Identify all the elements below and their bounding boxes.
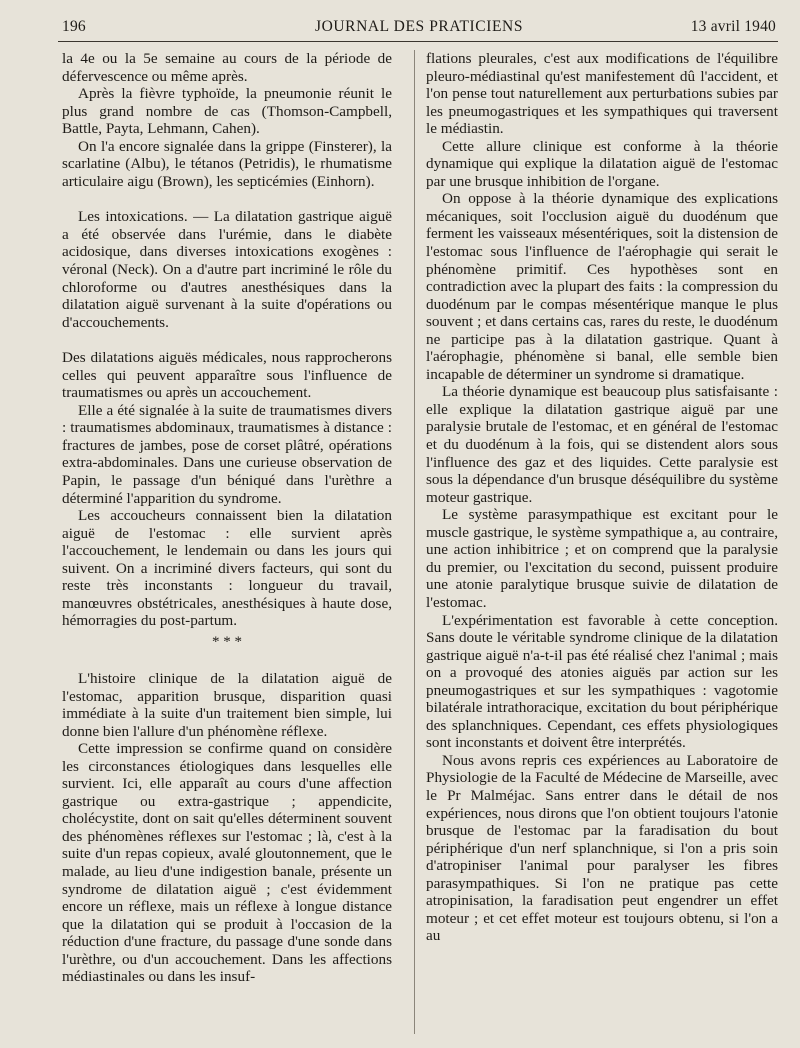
- paragraph: La théorie dynamique est beaucoup plus satisfaisante : elle explique la dilatation gastrique aiguë par une paralysie brutale de l'estomac, et en général de l'estomac et du duodénum à la fois, qui se distendent alors sous l'influence des gaz et des liquides. Cette paralysie est sous la dépendance d'un brusque déséquilibre du système moteur gastrique.: [426, 383, 778, 506]
- paragraph: L'expérimentation est favorable à cette conception. Sans doute le véritable syndrome clinique de la dilatation gastrique aiguë n'a-t-il pas été réalisé chez l'animal ; mais on a provoqué des atonies aiguës par action sur les pneumogastriques et sur les sympathiques : vagotomie bilatérale intrathoracique, excitation du bout périphérique des splanchniques. Cependant, ces effets physiologiques sont inconstants et doivent être interprétés.: [426, 611, 778, 752]
- paragraph: flations pleurales, c'est aux modifications de l'équilibre pleuro-médiastinal qu'est manifestement dû l'accident, et l'on pense tout naturellement aux perturbations subies par les pneumogastriques et les sympathiques qui traversent le médiastin.: [426, 50, 778, 138]
- paragraph: Les accoucheurs connaissent bien la dilatation aiguë de l'estomac : elle survient après l'accouchement, le lendemain ou dans les jours qui suivent. On a incriminé divers facteurs, qui sont du reste très inconstants : longueur du travail, manœuvres obstétricales, anesthésiques à haute dose, hémorragies du post-partum.: [62, 507, 392, 630]
- paragraph: L'histoire clinique de la dilatation aiguë de l'estomac, apparition brusque, disparition quasi immédiate à la suite d'un traitement bien simple, lui donne bien l'allure d'un phénomène réflexe.: [62, 669, 392, 740]
- paragraph: la 4e ou la 5e semaine au cours de la période de défervescence ou même après.: [62, 50, 392, 85]
- column-divider: [414, 50, 415, 1034]
- paragraph: Les intoxications. — La dilatation gastrique aiguë a été observée dans l'urémie, dans le diabète acidosique, dans diverses intoxications exogènes : véronal (Neck). On a d'autre part incriminé le rôle du chloroforme ou d'autres anesthésiques dans la dilatation aiguë survenant à la suite d'opérations ou d'accouchements.: [62, 208, 392, 331]
- paragraph: On oppose à la théorie dynamique des explications mécaniques, soit l'occlusion aiguë du duodénum que ferment les vaisseaux mésentériques, soit la distension de l'estomac sous l'influence de l'aérophagie qui serait le phénomène primitif. Ces hypothèses sont en contradiction avec la plupart des faits : la compression du duodénum par le compas mésentérique manque le plus souvent ; et dans certains cas, rares du reste, le duodénum ne participe pas à la dilatation gastrique. Quant à l'aérophagie, phénomène si banal, elle semble bien incapable de déterminer un syndrome si dramatique.: [426, 190, 778, 383]
- paragraph: Cette impression se confirme quand on considère les circonstances étiologiques dans lesquelles elle survient. Ici, elle apparaît au cours d'une affection gastrique ou extra-gastrique ; appendicite, cholécystite, dont on sait qu'elles déterminent souvent des phénomènes réflexes sur l'estomac ; là, c'est à la suite d'un repas copieux, avalé gloutonnement, que le malade, au lieu d'une indigestion banale, présente un syndrome de dilatation aiguë ; c'est évidemment encore un réflexe, mais un réflexe à longue distance que la dilatation qui se produit à l'occasion de la réduction d'une fracture, du passage d'une sonde dans l'urèthre, ou d'un accouchement. Dans les affections médiastinales ou dans les insuf-: [62, 740, 392, 986]
- running-header: [62, 14, 776, 38]
- right-column: [426, 50, 778, 945]
- left-column: [62, 50, 392, 986]
- page-number: 196: [62, 18, 86, 35]
- header-rule: [58, 41, 778, 42]
- paragraph: Après la fièvre typhoïde, la pneumonie réunit le plus grand nombre de cas (Thomson-Campbell, Battle, Payta, Lehmann, Cahen).: [62, 85, 392, 138]
- paragraph: Elle a été signalée à la suite de traumatismes divers : traumatismes abdominaux, traumatismes à distance : fractures de jambes, pose de corset plâtré, opérations extra-abdominales. Dans une curieuse observation de Papin, le passage d'un béniqué dans l'urèthre a déterminé l'apparition du syndrome.: [62, 401, 392, 507]
- paragraph: Cette allure clinique est conforme à la théorie dynamique qui explique la dilatation aiguë de l'estomac par une brusque inhibition de l'organe.: [426, 137, 778, 190]
- paragraph: On l'a encore signalée dans la grippe (Finsterer), la scarlatine (Albu), le tétanos (Petridis), le rhumatisme articulaire aigu (Brown), les septicémies (Einhorn).: [62, 137, 392, 190]
- paragraph: Nous avons repris ces expériences au Laboratoire de Physiologie de la Faculté de Médecine de Marseille, avec le Pr Malméjac. Sans entrer dans le détail de nos expériences, nous dirons que l'on obtient toujours l'atonie brusque de l'estomac par la faradisation du bout périphérique d'un nerf splanchnique, si l'on a pris soin d'atropiniser l'animal pour paralyser les fibres parasympathiques. Si l'on ne pratique pas cette atropinisation, la faradisation peut engendrer un effet moteur ; et cet effet moteur est toujours obtenu, si l'on a au: [426, 751, 778, 945]
- section-separator: * * *: [212, 633, 242, 650]
- paragraph: Des dilatations aiguës médicales, nous rapprocherons celles qui peuvent apparaître sous l'influence de traumatismes ou après un accouchement.: [62, 349, 392, 402]
- paragraph: Le système parasympathique est excitant pour le muscle gastrique, le système sympathique a, au contraire, une action inhibitrice ; et on comprend que la paralysie du premier, ou l'excitation du second, puissent produire une atonie paralytique brusque suivie de dilatation de l'estomac.: [426, 506, 778, 611]
- issue-date: 13 avril 1940: [690, 18, 776, 35]
- journal-title: JOURNAL DES PRATICIENS: [314, 18, 524, 35]
